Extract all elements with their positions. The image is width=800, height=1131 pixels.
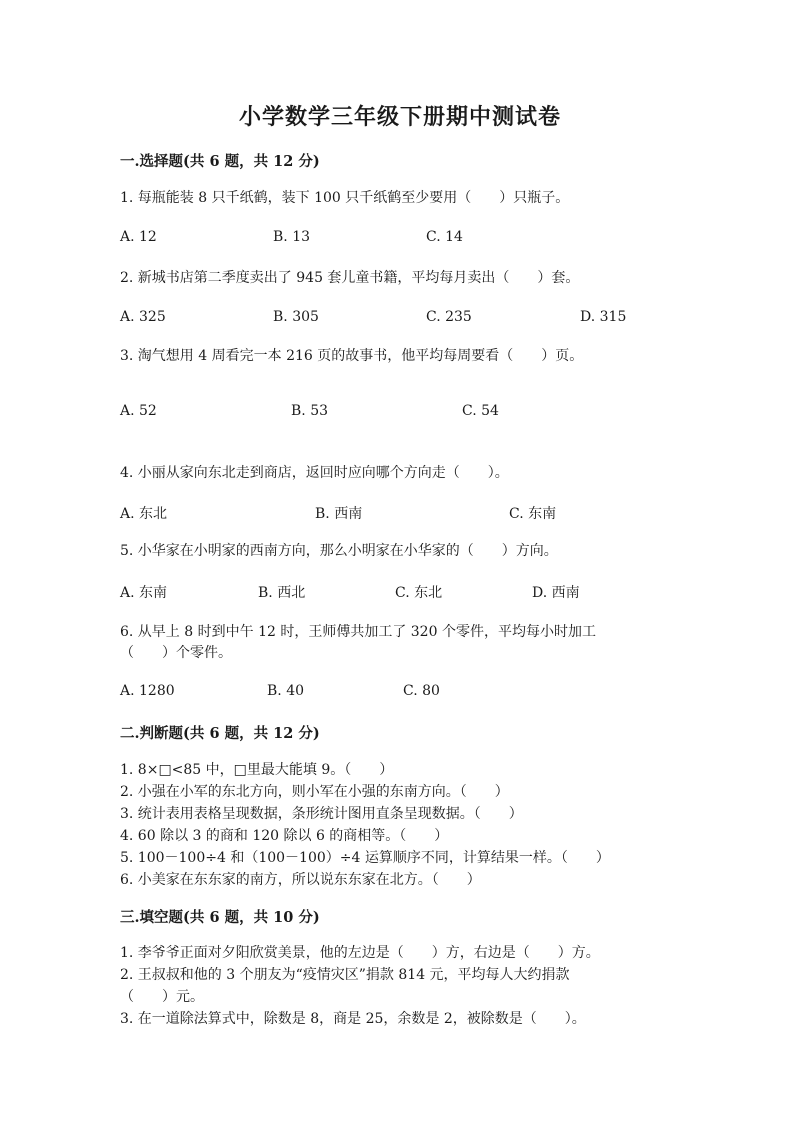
option-2b: B. 305 — [273, 309, 319, 325]
list-item: 5. 100－100÷4 和（100－100）÷4 运算顺序不同，计算结果一样。（ ） — [120, 850, 610, 866]
list-item: 4. 60 除以 3 的商和 120 除以 6 的商相等。（ ） — [120, 828, 449, 844]
fill-list — [120, 942, 600, 1030]
option-4b: B. 西南 — [315, 506, 363, 522]
option-2d: D. 315 — [580, 309, 627, 325]
list-item: 3. 统计表用表格呈现数据，条形统计图用直条呈现数据。（ ） — [120, 806, 523, 822]
option-3a: A. 52 — [120, 403, 157, 419]
option-1a: A. 12 — [120, 229, 157, 245]
option-3b: B. 53 — [291, 403, 329, 419]
question-6-line1: 6. 从早上 8 时到中午 12 时，王师傅共加工了 320 个零件，平均每小时加工 — [120, 624, 596, 640]
option-6c: C. 80 — [403, 683, 440, 699]
option-5b: B. 西北 — [258, 585, 306, 601]
question-2: 2. 新城书店第二季度卖出了 945 套儿童书籍，平均每月卖出（ ）套。 — [120, 270, 580, 286]
option-1b: B. 13 — [273, 229, 311, 245]
question-6-line2: （ ）个零件。 — [120, 645, 232, 661]
list-item: 1. 8×□<85 中，□里最大能填 9。（ ） — [120, 762, 394, 778]
option-1c: C. 14 — [426, 229, 463, 245]
question-5: 5. 小华家在小明家的西南方向，那么小明家在小华家的（ ）方向。 — [120, 543, 558, 559]
option-5d: D. 西南 — [532, 585, 580, 601]
list-item: 6. 小美家在东东家的南方，所以说东东家在北方。（ ） — [120, 872, 481, 888]
list-item: 1. 李爷爷正面对夕阳欣赏美景，他的左边是（ ）方，右边是（ ）方。 — [120, 945, 600, 961]
judgement-list — [120, 759, 610, 891]
option-2c: C. 235 — [426, 309, 472, 325]
list-item: 2. 王叔叔和他的 3 个朋友为“疫情灾区”捐款 814 元，平均每人大约捐款 — [120, 967, 570, 983]
question-4: 4. 小丽从家向东北走到商店，返回时应向哪个方向走（ ）。 — [120, 465, 509, 481]
option-6b: B. 40 — [267, 683, 305, 699]
option-2a: A. 325 — [120, 309, 166, 325]
list-item: （ ）元。 — [120, 989, 204, 1005]
option-6a: A. 1280 — [120, 683, 175, 699]
option-3c: C. 54 — [462, 403, 499, 419]
option-4a: A. 东北 — [120, 506, 168, 522]
page-title: 小学数学三年级下册期中测试卷 — [238, 104, 561, 130]
option-5c: C. 东北 — [395, 585, 443, 601]
section-heading-judgement: 二.判断题(共 6 题，共 12 分) — [120, 725, 320, 742]
list-item: 3. 在一道除法算式中，除数是 8，商是 25，余数是 2，被除数是（ ）。 — [120, 1011, 586, 1027]
question-3: 3. 淘气想用 4 周看完一本 216 页的故事书，他平均每周要看（ ）页。 — [120, 348, 584, 364]
option-4c: C. 东南 — [509, 506, 557, 522]
section-heading-choice: 一.选择题(共 6 题，共 12 分) — [120, 153, 320, 170]
question-1: 1. 每瓶能装 8 只千纸鹤，装下 100 只千纸鹤至少要用（ ）只瓶子。 — [120, 190, 570, 206]
section-heading-fill: 三.填空题(共 6 题，共 10 分) — [120, 909, 320, 926]
list-item: 2. 小强在小军的东北方向，则小军在小强的东南方向。（ ） — [120, 784, 509, 800]
option-5a: A. 东南 — [120, 585, 168, 601]
